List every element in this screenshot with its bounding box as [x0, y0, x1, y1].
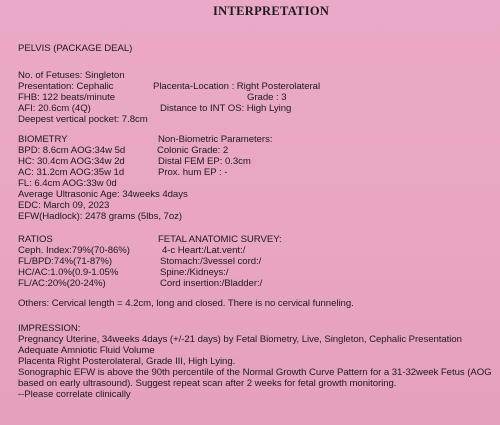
pelvis-title: PELVIS (PACKAGE DEAL): [18, 43, 133, 54]
ceph-index: Ceph. Index:79%(70-86%): [18, 245, 130, 256]
impression-line-6: --Please correlate clinically: [18, 389, 131, 400]
impression-title: IMPRESSION:: [18, 323, 81, 334]
colonic-grade: Colonic Grade: 2: [157, 145, 229, 156]
average-age: Average Ultrasonic Age: 34weeks 4days: [18, 189, 188, 200]
non-biometric-title: Non-Biometric Parameters:: [158, 134, 273, 145]
spine: Spine:/Kidneys:/: [160, 267, 229, 278]
stomach: Stomach:/3vessel cord:/: [160, 256, 262, 267]
distal-fem: Distal FEM EP: 0.3cm: [158, 156, 251, 167]
afi: AFI: 20.6cm (4Q): [18, 103, 91, 114]
edc: EDC: March 09, 2023: [18, 200, 110, 211]
prox-hum: Prox. hum EP : -: [158, 167, 228, 178]
placenta-location: Placenta-Location : Right Posterolateral: [153, 81, 321, 92]
biometry-title: BIOMETRY: [18, 134, 68, 145]
impression-line-4: Sonographic EFW is above the 90th percentile of the Normal Growth Curve Pattern for a 31-32week Fetus (AOG: [18, 367, 492, 378]
efw: EFW(Hadlock): 2478 grams (5lbs, 7oz): [18, 211, 183, 222]
impression-line-5: based on early ultrasound). Suggest repeat scan after 2 weeks for fetal growth monitoring.: [18, 378, 397, 389]
cord-insertion: Cord insertion:/Bladder:/: [160, 278, 263, 289]
deepest-pocket: Deepest vertical pocket: 7.8cm: [18, 114, 148, 125]
survey-title: FETAL ANATOMIC SURVEY:: [158, 234, 282, 245]
fl-bpd: FL/BPD:74%(71-87%): [18, 256, 113, 267]
heart: 4-c Heart:/Lat.vent:/: [162, 245, 246, 256]
ratios-title: RATIOS: [18, 234, 53, 245]
distance-int-os: Distance to INT OS: High Lying: [160, 103, 292, 114]
hc: HC: 30.4cm AOG:34w 2d: [18, 156, 125, 167]
impression-line-1: Pregnancy Uterine, 34weeks 4days (+/-21 days) by Fetal Biometry, Live, Singleton, Cephalic Presentation: [18, 334, 462, 345]
ac: AC: 31.2cm AOG:35w 1d: [18, 167, 125, 178]
impression-line-2: Adequate Amniotic Fluid Volume: [18, 345, 155, 356]
report-title: INTERPRETATION: [213, 4, 330, 18]
hc-ac: HC/AC:1.0%(0.9-1.05%: [18, 267, 119, 278]
bpd: BPD: 8.6cm AOG:34w 5d: [18, 145, 126, 156]
fhb: FHB: 122 beats/minute: [18, 92, 116, 103]
fl: FL: 6.4cm AOG:33w 0d: [18, 178, 117, 189]
placenta-grade: Grade : 3: [247, 92, 287, 103]
others-text: Others: Cervical length = 4.2cm, long and closed. There is no cervical funneling.: [18, 298, 354, 309]
fl-ac: FL/AC:20%(20-24%): [18, 278, 106, 289]
presentation: Presentation: Cephalic: [18, 81, 114, 92]
fetuses-count: No. of Fetuses: Singleton: [18, 70, 125, 81]
impression-line-3: Placenta Right Posterolateral, Grade III, High Lying.: [18, 356, 236, 367]
